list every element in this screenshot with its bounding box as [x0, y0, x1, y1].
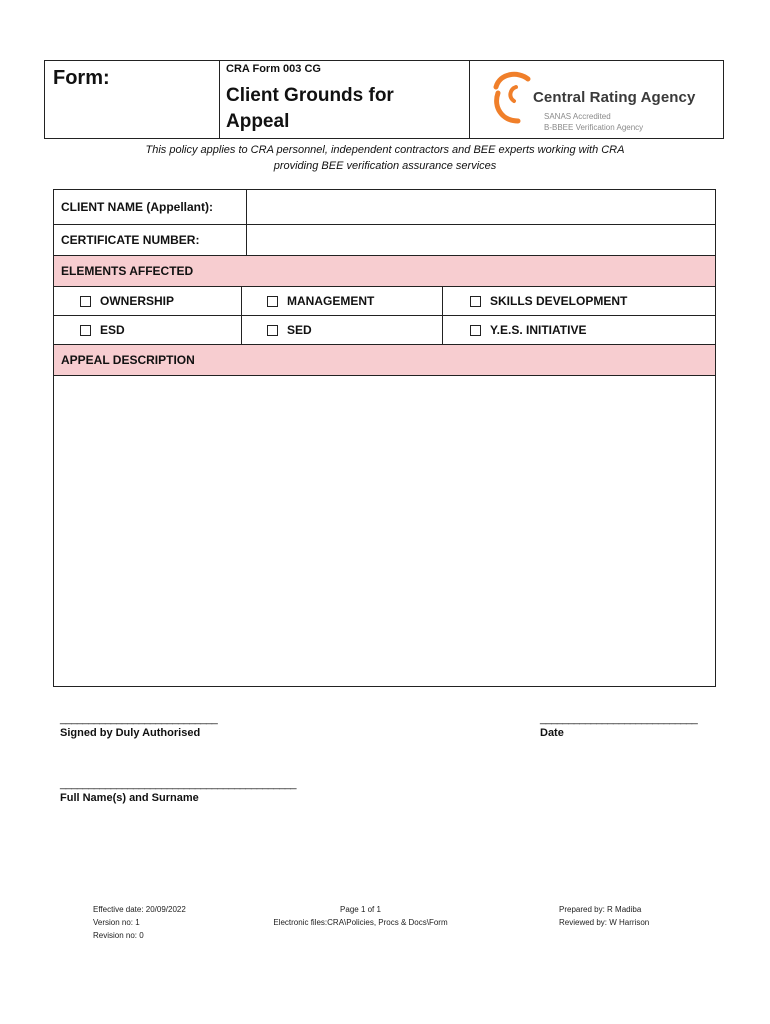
elements-row-1 [53, 286, 716, 315]
appeal-description-field[interactable] [54, 376, 715, 686]
logo-sub-accreditation: SANAS Accredited [544, 112, 611, 121]
sed-checkbox[interactable] [267, 325, 278, 336]
management-label: MANAGEMENT [287, 294, 375, 308]
date-line[interactable]: ____________________________ [540, 713, 698, 725]
client-name-row [53, 189, 716, 224]
full-name-line[interactable]: __________________________________________ [60, 778, 296, 790]
footer-center [258, 903, 463, 929]
footer-effective-date: Effective date: 20/09/2022 [93, 905, 186, 914]
signature-line[interactable]: ____________________________ [60, 713, 218, 725]
option-sed[interactable] [241, 316, 442, 344]
esd-label: ESD [100, 323, 125, 337]
esd-checkbox[interactable] [80, 325, 91, 336]
form-title: Client Grounds for Appeal [226, 85, 394, 132]
policy-line-1: This policy applies to CRA personnel, independent contractors and BEE experts working with CRA [145, 144, 625, 156]
appeal-heading-row [53, 344, 716, 375]
elements-heading-row [53, 255, 716, 286]
signature-label: Signed by Duly Authorised [60, 727, 201, 739]
option-ownership[interactable] [54, 287, 241, 315]
footer-reviewed-by: Reviewed by: W Harrison [559, 918, 650, 927]
sed-label: SED [287, 323, 312, 337]
client-name-label: CLIENT NAME (Appellant): [54, 190, 247, 224]
policy-statement [44, 142, 726, 174]
ownership-checkbox[interactable] [80, 296, 91, 307]
cra-logo-icon [488, 67, 538, 129]
skills-development-checkbox[interactable] [470, 296, 481, 307]
form-code: CRA Form 003 CG [226, 63, 321, 75]
certificate-row [53, 224, 716, 255]
footer-page-number: Page 1 of 1 [340, 905, 381, 914]
yes-initiative-checkbox[interactable] [470, 325, 481, 336]
management-checkbox[interactable] [267, 296, 278, 307]
logo-name: Central Rating Agency [533, 89, 696, 106]
form-label-cell [45, 61, 220, 138]
option-yes-initiative[interactable] [442, 316, 715, 344]
form-title-cell [220, 61, 470, 138]
certificate-label: CERTIFICATE NUMBER: [54, 225, 247, 255]
footer-left [93, 903, 186, 942]
logo-sub-agency: B-BBEE Verification Agency [544, 123, 644, 132]
logo-subtitle [544, 111, 643, 133]
elements-heading: ELEMENTS AFFECTED [54, 256, 715, 286]
appeal-form-table [53, 189, 716, 687]
client-name-field[interactable] [247, 190, 715, 224]
footer-version: Version no: 1 [93, 918, 140, 927]
option-esd[interactable] [54, 316, 241, 344]
yes-initiative-label: Y.E.S. INITIATIVE [490, 323, 587, 337]
option-skills-development[interactable] [442, 287, 715, 315]
form-label: Form: [53, 67, 110, 89]
elements-row-2 [53, 315, 716, 344]
certificate-field[interactable] [247, 225, 715, 255]
footer-electronic-files: Electronic files:CRA\Policies, Procs & Docs\Form [273, 918, 448, 927]
appeal-description-row [53, 375, 716, 687]
footer-right [559, 903, 649, 929]
form-header [44, 60, 724, 139]
footer-revision: Revision no: 0 [93, 931, 144, 940]
appeal-description-heading: APPEAL DESCRIPTION [54, 345, 715, 375]
full-name-label: Full Name(s) and Surname [60, 792, 199, 804]
ownership-label: OWNERSHIP [100, 294, 175, 308]
skills-development-label: SKILLS DEVELOPMENT [490, 294, 628, 308]
footer-prepared-by: Prepared by: R Madiba [559, 905, 642, 914]
date-label: Date [540, 727, 564, 739]
option-management[interactable] [241, 287, 442, 315]
logo-cell [470, 61, 723, 138]
policy-line-2: providing BEE verification assurance services [273, 160, 497, 172]
